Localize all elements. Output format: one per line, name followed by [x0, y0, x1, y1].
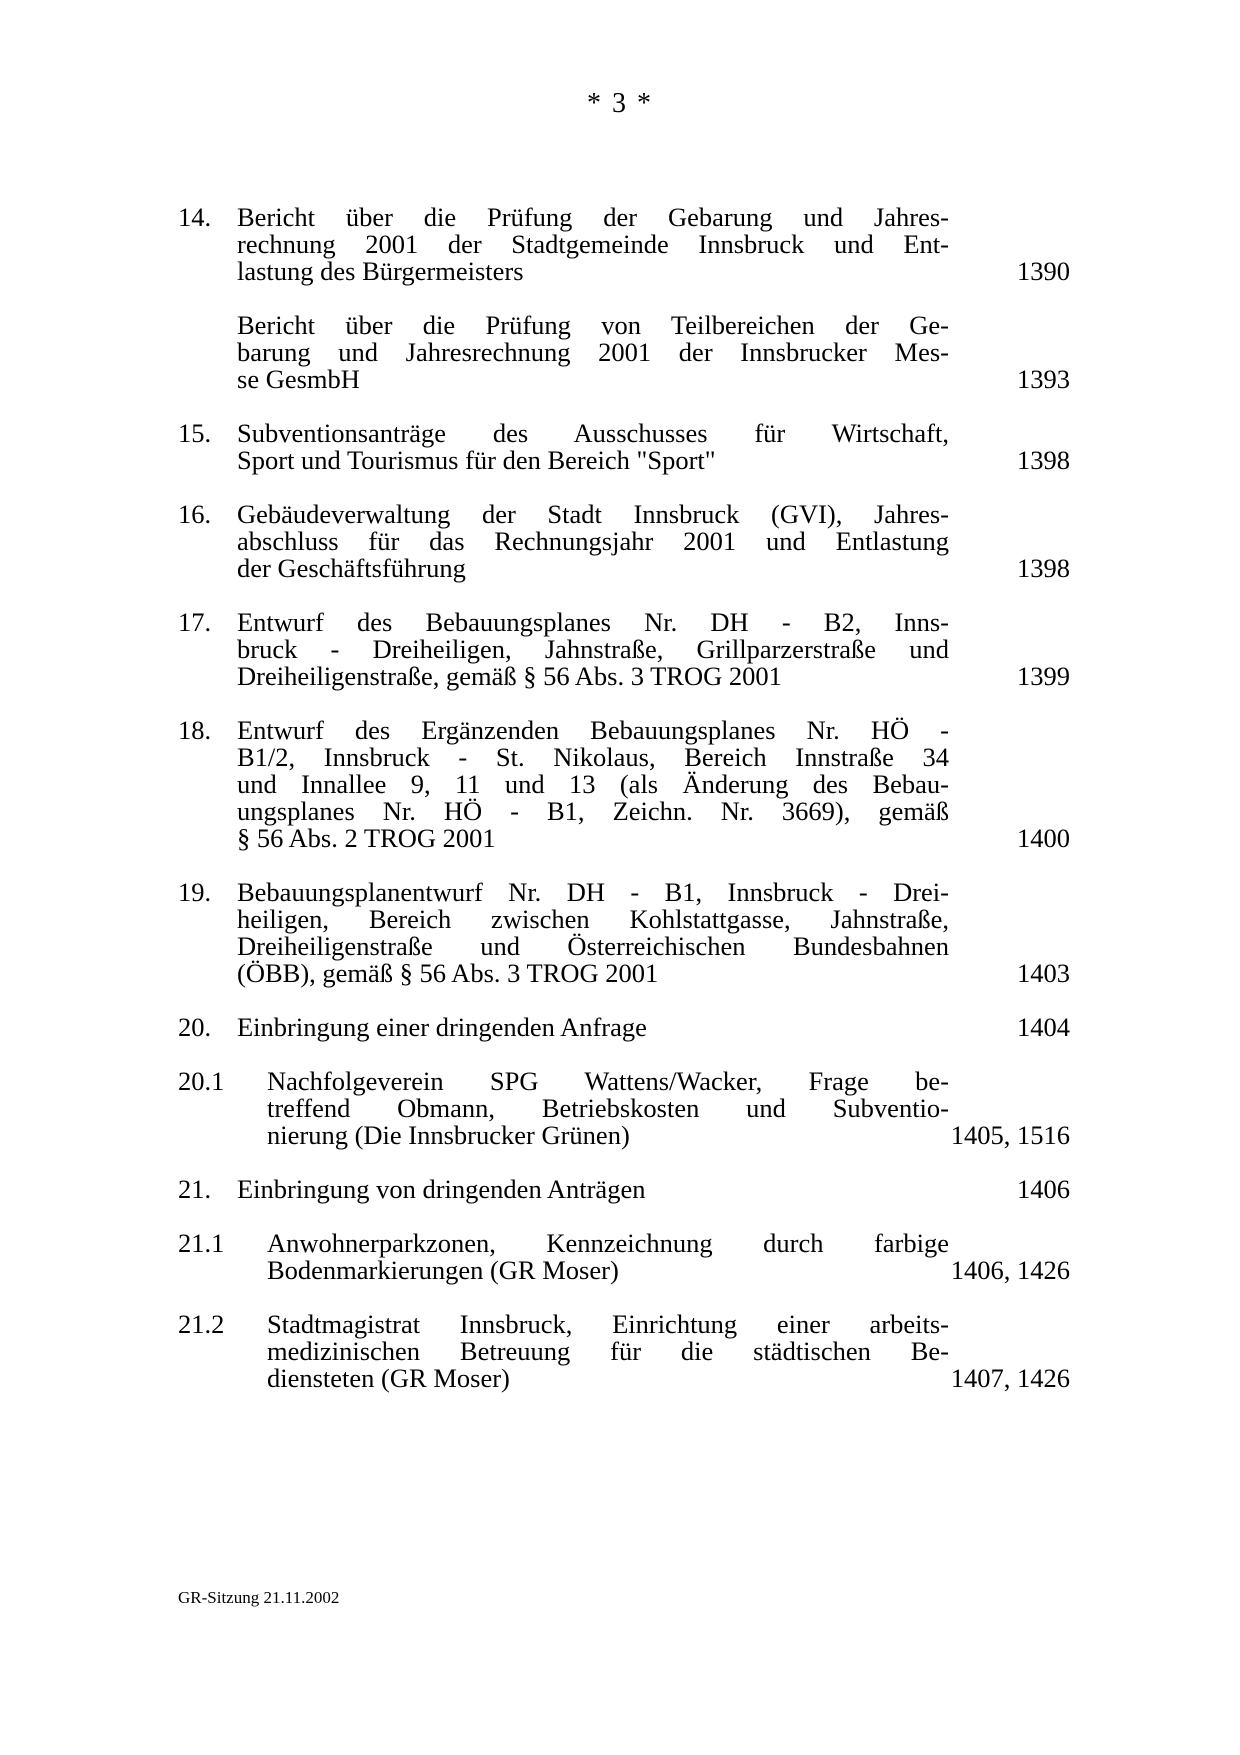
- toc-entry: [178, 879, 1070, 987]
- toc-entry-number: 18.: [178, 715, 212, 745]
- toc-entry: [178, 1176, 1070, 1203]
- toc-entry-line: Entwurf des Bebauungsplanes Nr. DH - B2, Inns-: [237, 607, 949, 637]
- toc-entry-page: 1398: [1017, 445, 1070, 475]
- toc-entry-number: 19.: [178, 877, 212, 907]
- toc-entry-line: Subventionsanträge des Ausschusses für Wirtschaft,: [237, 418, 949, 448]
- toc-entry: [178, 1014, 1070, 1041]
- toc-entry-line: (ÖBB), gemäß § 56 Abs. 3 TROG 2001: [237, 958, 659, 988]
- toc-entry-line: Sport und Tourismus für den Bereich "Sport": [237, 445, 716, 475]
- toc-entry-number: 21.1: [178, 1228, 225, 1258]
- toc-entry-page: 1400: [1017, 823, 1070, 853]
- toc-entry: [178, 1230, 1070, 1284]
- page-marker: * 3 *: [587, 88, 653, 119]
- toc-entry-title: [237, 717, 949, 852]
- toc-entry-number: 21.: [178, 1174, 212, 1204]
- toc-entry-line: der Geschäftsführung: [237, 553, 466, 583]
- toc-entry-page: 1407, 1426: [950, 1363, 1070, 1393]
- toc-entry-line: Anwohnerparkzonen, Kennzeichnung durch farbige: [267, 1228, 949, 1258]
- toc-entry-line: abschluss für das Rechnungsjahr 2001 und Entlastung: [237, 526, 949, 556]
- toc-entry-page: 1405, 1516: [950, 1120, 1070, 1150]
- toc-entry-line: se GesmbH: [237, 364, 360, 394]
- toc-entry-line: und Innallee 9, 11 und 13 (als Änderung des Bebau-: [237, 769, 949, 799]
- toc-entry-line: Dreiheiligenstraße, gemäß § 56 Abs. 3 TROG 2001: [237, 661, 782, 691]
- footer-session-date: GR-Sitzung 21.11.2002: [178, 1588, 340, 1607]
- toc-entry-line: lastung des Bürgermeisters: [237, 256, 524, 286]
- toc-entry-line: Bodenmarkierungen (GR Moser): [267, 1255, 619, 1285]
- toc-entry-title: [237, 501, 949, 582]
- toc-entry-number: 20.: [178, 1012, 212, 1042]
- toc-entry-line: treffend Obmann, Betriebskosten und Subventio-: [267, 1093, 949, 1123]
- toc-entry-title: [237, 879, 949, 987]
- toc-entry: [178, 609, 1070, 690]
- toc-entry-title: [237, 312, 949, 393]
- toc-entry-line: medizinischen Betreuung für die städtischen Be-: [267, 1336, 949, 1366]
- toc-entry-number: 14.: [178, 202, 212, 232]
- toc-entry-line: Bebauungsplanentwurf Nr. DH - B1, Innsbruck - Drei-: [237, 877, 949, 907]
- table-of-contents: [178, 204, 1070, 1419]
- toc-entry-line: diensteten (GR Moser): [267, 1363, 510, 1393]
- toc-entry-line: Entwurf des Ergänzenden Bebauungsplanes Nr. HÖ -: [237, 715, 949, 745]
- toc-entry-title: [267, 1068, 949, 1149]
- toc-entry-line: Bericht über die Prüfung von Teilbereichen der Ge-: [237, 310, 949, 340]
- toc-entry-number: 15.: [178, 418, 212, 448]
- toc-entry-line: Dreiheiligenstraße und Österreichischen Bundesbahnen: [237, 931, 949, 961]
- toc-entry-line: § 56 Abs. 2 TROG 2001: [237, 823, 496, 853]
- toc-entry-line: barung und Jahresrechnung 2001 der Innsbrucker Mes-: [237, 337, 949, 367]
- toc-entry-line: Gebäudeverwaltung der Stadt Innsbruck (GVI), Jahres-: [237, 499, 949, 529]
- toc-entry-line: Bericht über die Prüfung der Gebarung und Jahres-: [237, 202, 949, 232]
- toc-entry-line: Nachfolgeverein SPG Wattens/Wacker, Frage be-: [267, 1066, 949, 1096]
- toc-entry-title: [237, 420, 949, 474]
- toc-entry-line: heiligen, Bereich zwischen Kohlstattgasse, Jahnstraße,: [237, 904, 949, 934]
- toc-entry-number: 21.2: [178, 1309, 225, 1339]
- toc-entry-page: 1406: [1017, 1174, 1070, 1204]
- toc-entry-number: 20.1: [178, 1066, 225, 1096]
- toc-entry-title: [237, 1176, 949, 1203]
- toc-entry: [178, 501, 1070, 582]
- toc-entry-number: 16.: [178, 499, 212, 529]
- toc-entry-title: [237, 1014, 949, 1041]
- toc-entry-line: B1/2, Innsbruck - St. Nikolaus, Bereich Innstraße 34: [237, 742, 949, 772]
- toc-entry-title: [267, 1311, 949, 1392]
- toc-entry-page: 1390: [1017, 256, 1070, 286]
- toc-entry-line: Einbringung von dringenden Anträgen: [237, 1174, 646, 1204]
- toc-entry-line: bruck - Dreiheiligen, Jahnstraße, Grillparzerstraße und: [237, 634, 949, 664]
- toc-entry-page: 1399: [1017, 661, 1070, 691]
- toc-entry-page: 1403: [1017, 958, 1070, 988]
- toc-entry: [178, 1068, 1070, 1149]
- toc-entry: [178, 717, 1070, 852]
- toc-entry: [178, 312, 1070, 393]
- toc-entry-page: 1393: [1017, 364, 1070, 394]
- toc-entry-page: 1398: [1017, 553, 1070, 583]
- toc-entry-line: ungsplanes Nr. HÖ - B1, Zeichn. Nr. 3669), gemäß: [237, 796, 949, 826]
- toc-entry-line: Einbringung einer dringenden Anfrage: [237, 1012, 647, 1042]
- toc-entry-line: rechnung 2001 der Stadtgemeinde Innsbruck und Ent-: [237, 229, 949, 259]
- toc-entry: [178, 420, 1070, 474]
- toc-entry-number: 17.: [178, 607, 212, 637]
- toc-entry-title: [267, 1230, 949, 1284]
- toc-entry-line: nierung (Die Innsbrucker Grünen): [267, 1120, 630, 1150]
- toc-entry-title: [237, 609, 949, 690]
- toc-entry: [178, 204, 1070, 285]
- toc-entry-page: 1406, 1426: [950, 1255, 1070, 1285]
- toc-entry-title: [237, 204, 949, 285]
- toc-entry-line: Stadtmagistrat Innsbruck, Einrichtung einer arbeits-: [267, 1309, 949, 1339]
- toc-entry-page: 1404: [1017, 1012, 1070, 1042]
- toc-entry: [178, 1311, 1070, 1392]
